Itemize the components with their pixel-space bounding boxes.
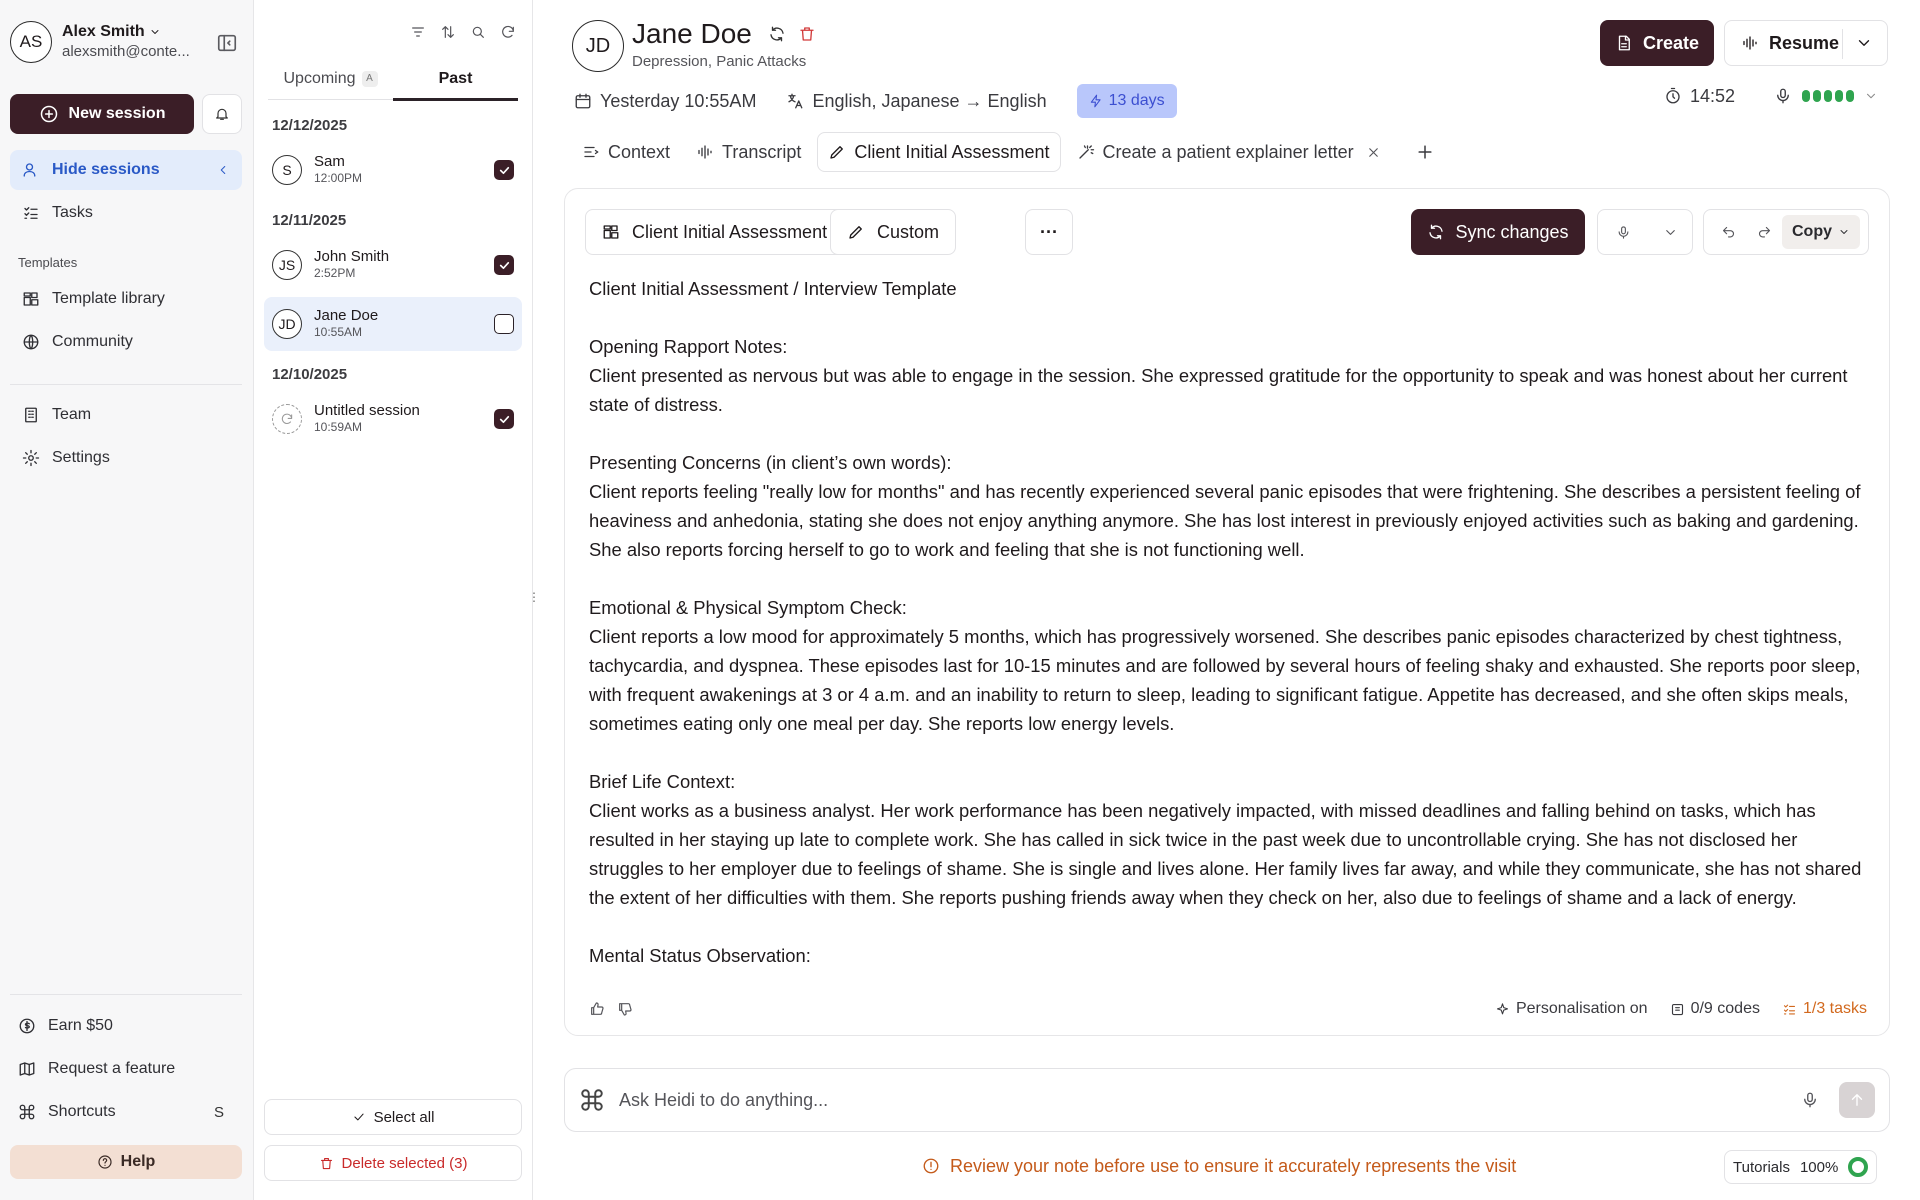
chevron-down-icon	[1864, 89, 1878, 103]
session-timer	[1664, 84, 1735, 108]
sparkle-icon	[1495, 1002, 1510, 1017]
bell-icon	[214, 106, 230, 122]
patient-conditions: Depression, Panic Attacks	[632, 53, 807, 70]
sync-icon	[1427, 223, 1445, 241]
sidebar-item-tasks[interactable]	[10, 193, 242, 233]
translate-icon	[786, 92, 804, 110]
sidebar-item-label: Earn $50	[48, 1017, 113, 1034]
section-body: Client reports feeling "really low for months" and has recently experienced several panic episodes that were frightening. She describes a persistent feeling of heaviness and anhedonia, stating she does not enjoy anything anymore. She has lost interest in previously enjoyed activities such as baking and gardening. She also reports forcing herself to go to work and feeling that she is not functioning well.	[589, 481, 1861, 560]
account-menu[interactable]	[10, 20, 244, 64]
personalisation-label: Personalisation on	[1515, 1000, 1648, 1017]
copy-button[interactable]	[1782, 215, 1860, 249]
session-checkbox[interactable]	[494, 314, 514, 334]
section-body: Client presented as nervous but was able to engage in the session. She expressed gratitude for the opportunity to speak and was honest about her current state of distress.	[589, 365, 1848, 415]
context-icon	[582, 143, 600, 161]
chevron-left-icon	[216, 163, 230, 177]
mic-level-selector[interactable]	[1774, 84, 1878, 108]
patient-name[interactable]: Jane Doe	[632, 18, 752, 49]
session-avatar: JS	[272, 250, 302, 280]
review-warning	[922, 1154, 1516, 1178]
language-label: English, Japanese → English	[812, 90, 1047, 111]
tutorials-label: Tutorials	[1733, 1158, 1790, 1176]
document-tabs	[572, 132, 1435, 172]
sidebar-item-label: Hide sessions	[52, 161, 160, 178]
arrow-up-icon	[1848, 1091, 1866, 1109]
globe-icon	[22, 333, 40, 351]
section-heading: Emotional & Physical Symptom Check:	[589, 597, 907, 618]
select-all-label: Select all	[373, 1108, 435, 1126]
session-avatar: S	[272, 155, 302, 185]
delete-selected-label: Delete selected (3)	[341, 1154, 468, 1172]
chevron-down-icon	[1838, 226, 1850, 238]
session-name: Untitled session	[314, 402, 420, 419]
tab-upcoming[interactable]	[268, 66, 393, 99]
days-badge-label: 13 days	[1108, 92, 1165, 109]
upcoming-count-badge: A	[362, 71, 378, 87]
custom-button[interactable]	[830, 209, 956, 255]
user-avatar: AS	[10, 21, 52, 63]
ask-input[interactable]: Ask Heidi to do anything...	[619, 1089, 829, 1110]
microphone-icon	[1774, 87, 1792, 105]
tab-past[interactable]	[393, 66, 518, 99]
delete-selected-button[interactable]	[264, 1145, 522, 1181]
session-item-untitled[interactable]	[264, 392, 522, 446]
dictation-group	[1597, 209, 1693, 255]
sidebar-item-label: Template library	[52, 290, 165, 307]
template-label: Client Initial Assessment	[632, 221, 828, 242]
sidebar-item-label: Team	[52, 406, 92, 423]
resume-separator	[1842, 29, 1843, 59]
session-time: 12:00PM	[314, 171, 363, 185]
left-sidebar	[0, 0, 254, 1200]
check-icon	[498, 413, 511, 426]
sidebar-divider	[10, 384, 242, 385]
close-icon[interactable]	[1366, 145, 1381, 160]
help-label: Help	[120, 1153, 156, 1170]
section-heading: Mental Status Observation:	[589, 945, 811, 966]
session-name: John Smith	[314, 248, 390, 265]
sidebar-item-label: Shortcuts	[48, 1103, 116, 1120]
session-checkbox[interactable]	[494, 160, 514, 180]
date-heading: 12/10/2025	[272, 366, 348, 383]
section-heading: Opening Rapport Notes:	[589, 336, 788, 357]
date-heading: 12/11/2025	[272, 212, 347, 229]
editor-footer	[589, 997, 1867, 1021]
waveform-icon	[1741, 34, 1759, 52]
swap-patient-icon[interactable]	[768, 25, 786, 43]
note-section	[589, 941, 1869, 970]
search-icon[interactable]	[470, 24, 486, 40]
days-badge[interactable]	[1077, 84, 1177, 118]
tasks-icon	[1782, 1002, 1797, 1017]
panel-resize-handle[interactable]: ⋮	[528, 590, 540, 604]
shortcut-key: S	[213, 1103, 224, 1121]
sidebar-item-label: Settings	[52, 449, 110, 466]
session-avatar	[272, 404, 302, 434]
microphone-icon[interactable]	[1801, 1091, 1819, 1109]
gear-icon	[22, 449, 40, 467]
codes-icon	[1670, 1002, 1685, 1017]
sidebar-item-template-library[interactable]	[10, 279, 242, 319]
session-checkbox[interactable]	[494, 409, 514, 429]
tab-context[interactable]	[572, 132, 680, 172]
question-circle-icon	[97, 1154, 113, 1170]
session-item-jane-doe[interactable]	[264, 297, 522, 351]
undo-button[interactable]	[1710, 210, 1746, 254]
add-tab-icon[interactable]	[1415, 142, 1435, 162]
main-content	[534, 0, 1920, 1200]
section-heading: Presenting Concerns (in client’s own words):	[589, 452, 952, 473]
ask-bar[interactable]	[564, 1068, 1890, 1132]
new-session-button[interactable]	[10, 94, 194, 134]
codes-label: 0/9 codes	[1690, 1000, 1760, 1017]
pencil-icon	[828, 143, 846, 161]
session-item-john-smith[interactable]	[264, 238, 522, 292]
sidebar-item-community[interactable]	[10, 322, 242, 362]
tasks-label: 1/3 tasks	[1802, 1000, 1867, 1017]
custom-label: Custom	[877, 221, 940, 242]
date-heading: 12/12/2025	[272, 117, 348, 134]
chevron-down-icon	[149, 26, 161, 38]
session-time: 10:55AM	[314, 325, 363, 339]
lightning-icon	[1089, 94, 1103, 108]
redo-button[interactable]	[1746, 210, 1782, 254]
warning-text: Review your note before use to ensure it accurately represents the visit	[950, 1155, 1517, 1176]
redo-icon	[1757, 225, 1772, 240]
note-section	[589, 448, 1869, 564]
session-meta	[574, 84, 1177, 118]
dictation-options-button[interactable]	[1648, 210, 1692, 254]
note-section	[589, 593, 1869, 738]
sidebar-item-team[interactable]	[10, 395, 242, 435]
note-title: Client Initial Assessment / Interview Template	[589, 278, 957, 299]
user-icon	[22, 161, 40, 179]
notifications-button[interactable]	[202, 94, 242, 134]
session-checkbox[interactable]	[494, 255, 514, 275]
sidebar-item-shortcuts[interactable]	[6, 1092, 238, 1132]
timer-value: 14:52	[1690, 85, 1736, 106]
tab-transcript-label: Transcript	[722, 141, 802, 162]
sidebar-item-request-feature[interactable]	[6, 1049, 238, 1089]
session-date-label: Yesterday 10:55AM	[600, 90, 757, 111]
sparkle-wand-icon	[1077, 143, 1095, 161]
filter-icon[interactable]	[410, 24, 426, 40]
sidebar-item-label: Community	[52, 333, 133, 350]
undo-icon	[1721, 225, 1736, 240]
tab-client-initial-assessment[interactable]	[817, 132, 1060, 172]
dictate-button[interactable]	[1598, 210, 1648, 254]
sort-icon[interactable]	[440, 24, 456, 40]
mic-level-meter	[1802, 90, 1854, 102]
codes-indicator[interactable]	[1670, 1000, 1760, 1018]
sync-changes-button[interactable]	[1411, 209, 1585, 255]
new-session-label: New session	[68, 105, 166, 122]
waveform-icon	[696, 143, 714, 161]
progress-ring-icon	[1848, 1157, 1868, 1177]
resume-button[interactable]	[1724, 20, 1888, 66]
session-time: 10:59AM	[314, 420, 363, 434]
tutorials-button[interactable]	[1724, 1150, 1877, 1184]
language-selector[interactable]	[786, 91, 1046, 112]
sync-label: Sync changes	[1455, 221, 1569, 242]
check-icon	[498, 259, 511, 272]
tab-letter-label: Create a patient explainer letter	[1102, 141, 1354, 162]
loading-icon	[280, 412, 294, 426]
note-body[interactable]	[589, 274, 1869, 974]
dollar-icon	[18, 1017, 36, 1035]
map-icon	[18, 1060, 36, 1078]
sidebar-item-settings[interactable]	[10, 438, 242, 478]
section-body: Client reports a low mood for approximately 5 months, which has progressively worsened. She describes panic episodes characterized by chest tightness, tachycardia, and dyspnea. These episodes last for 10-15 minutes and are followed by several hours of feeling shaky and exhausted. She reports poor sleep, with frequent awakenings at 3 or 4 a.m. and an inability to return to sleep, leading to significant fatigue. Appetite has decreased, and she often skips meals, sometimes eating only one meal per day. She reports low energy levels.	[589, 626, 1861, 734]
template-icon	[602, 223, 620, 241]
session-name: Sam	[314, 153, 345, 170]
patient-avatar: JD	[572, 20, 624, 72]
help-button[interactable]	[10, 1145, 242, 1179]
toggle-sidebar-button[interactable]	[214, 30, 240, 56]
create-label: Create	[1642, 32, 1700, 53]
sessions-toolbar	[410, 24, 516, 40]
template-icon	[22, 290, 40, 308]
check-icon	[352, 1110, 366, 1124]
chevron-down-icon	[1663, 225, 1678, 240]
templates-section-label: Templates	[18, 255, 78, 270]
section-heading: Brief Life Context:	[589, 771, 736, 792]
trash-icon	[319, 1156, 334, 1171]
more-options-button[interactable]: ···	[1025, 209, 1073, 255]
session-date[interactable]	[574, 91, 756, 112]
tab-assessment-label: Client Initial Assessment	[854, 141, 1050, 162]
sidebar-item-label: Request a feature	[48, 1060, 176, 1077]
note-section	[589, 767, 1869, 912]
session-name: Jane Doe	[314, 307, 379, 324]
command-icon	[18, 1103, 36, 1121]
note-section	[589, 332, 1869, 419]
section-body: Client works as a business analyst. Her work performance has been negatively impacted, with missed deadlines and falling behind on tasks, which has resulted in her staying up late to complete work. She has called in sick twice in the past week due to uncontrollable crying. She has not disclosed her struggles to her employer due to feelings of shame. She is single and lives alone. Her family lives far away, and while they communicate, she has not shared the extent of her difficulties with them. She reports pushing friends away when they check on her, also due to feelings of shame and a lack of energy.	[589, 800, 1862, 908]
session-avatar: JD	[272, 309, 302, 339]
sessions-tabs	[268, 66, 518, 100]
session-time: 2:52PM	[314, 266, 356, 280]
sessions-panel	[254, 0, 533, 1200]
personalisation-toggle[interactable]	[1495, 1000, 1648, 1018]
trash-icon[interactable]	[798, 25, 816, 43]
create-button[interactable]	[1600, 20, 1714, 66]
tab-context-label: Context	[608, 141, 671, 162]
note-editor	[564, 188, 1890, 1036]
tutorials-progress: 100%	[1799, 1158, 1839, 1176]
microphone-icon	[1616, 225, 1631, 240]
user-email: alexsmith@conte...	[62, 43, 190, 60]
stopwatch-icon	[1664, 87, 1682, 105]
heidi-logo-icon	[579, 1087, 605, 1113]
edit-actions-group	[1703, 209, 1869, 255]
sidebar-divider	[10, 994, 242, 995]
thumbs-up-icon[interactable]	[589, 1001, 605, 1017]
chevron-down-icon[interactable]	[1855, 34, 1873, 52]
resume-label: Resume	[1769, 32, 1840, 53]
plus-circle-icon	[39, 104, 59, 124]
send-button[interactable]	[1839, 1082, 1875, 1118]
pencil-icon	[847, 223, 865, 241]
alert-circle-icon	[922, 1157, 940, 1175]
session-item-sam[interactable]	[264, 143, 522, 197]
document-icon	[1615, 34, 1633, 52]
tab-past-label: Past	[438, 70, 473, 87]
building-icon	[22, 406, 40, 424]
tab-patient-letter[interactable]	[1067, 132, 1391, 172]
copy-label: Copy	[1792, 223, 1832, 240]
check-icon	[498, 164, 511, 177]
tasks-icon	[22, 204, 40, 222]
sidebar-item-label: Tasks	[52, 204, 93, 221]
tasks-indicator[interactable]	[1782, 1000, 1867, 1018]
sidebar-item-hide-sessions[interactable]	[10, 150, 242, 190]
select-all-button[interactable]	[264, 1099, 522, 1135]
sidebar-item-earn[interactable]	[6, 1006, 238, 1046]
tab-transcript[interactable]	[686, 132, 811, 172]
sidebar-toggle-icon	[216, 32, 238, 54]
calendar-icon	[574, 92, 592, 110]
refresh-icon[interactable]	[500, 24, 516, 40]
user-name: Alex Smith	[62, 23, 145, 40]
thumbs-down-icon[interactable]	[617, 1001, 633, 1017]
tab-upcoming-label: Upcoming	[283, 70, 356, 87]
